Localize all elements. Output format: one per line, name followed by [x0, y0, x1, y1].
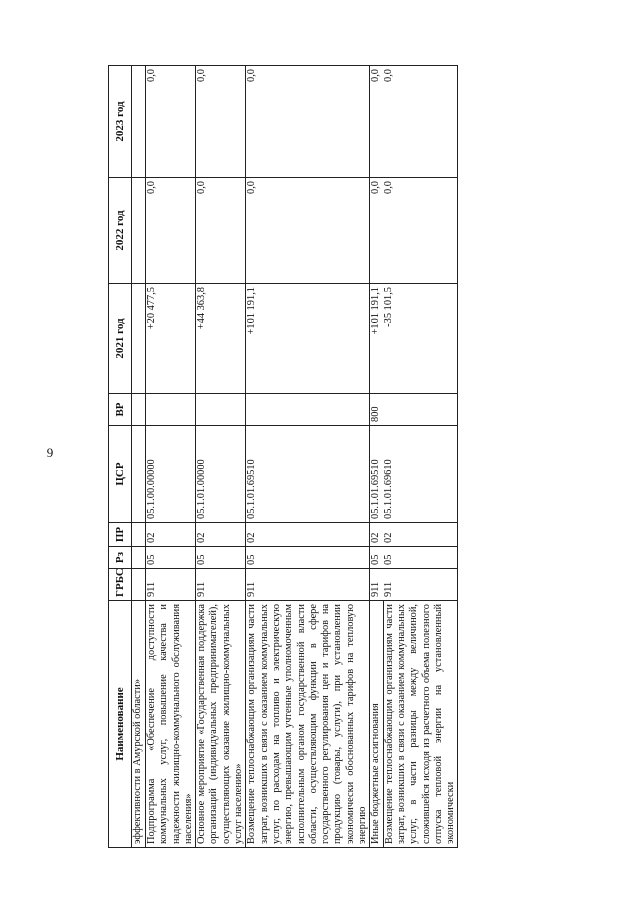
row-2022 [132, 178, 146, 284]
row-name-stack [370, 601, 458, 848]
row-2023-2: 0,0 [382, 69, 394, 82]
row-grbs: 911 [370, 581, 382, 597]
row-vr [196, 394, 246, 426]
table-row [146, 66, 196, 848]
row-2021-stack [370, 284, 458, 394]
col-header-2022: 2022 год [109, 178, 132, 284]
row-grbs-stack [370, 569, 458, 601]
row-csr [132, 426, 146, 523]
table-row [196, 66, 246, 848]
row-csr: 05.1.01.69510 [370, 459, 382, 519]
row-2021-2: -35 101,5 [382, 287, 394, 327]
row-vr [146, 394, 196, 426]
row-2022-2: 0,0 [382, 181, 394, 194]
row-rz [132, 547, 146, 569]
col-header-2021: 2021 год [109, 284, 132, 394]
row-2021: +44 363,8 [196, 284, 246, 394]
row-2021 [132, 284, 146, 394]
row-vr: 800 [370, 406, 382, 422]
row-2022-stack [370, 178, 458, 284]
budget-table-rotated [108, 66, 531, 848]
col-header-vr: ВР [109, 394, 132, 426]
row-2022: 0,0 [146, 178, 196, 284]
table-row [370, 66, 458, 848]
table-row [132, 66, 146, 848]
row-pr [132, 523, 146, 547]
row-2021: +101 191,1 [370, 287, 382, 335]
page-number: 9 [46, 445, 54, 460]
row-csr: 05.1.01.69510 [246, 426, 370, 523]
row-csr: 05.1.01.00000 [196, 426, 246, 523]
row-csr: 05.1.00.00000 [146, 426, 196, 523]
col-header-grbs: ГРБС [109, 569, 132, 601]
row-rz: 05 [196, 547, 246, 569]
row-vr-stack [370, 394, 458, 426]
row-rz-stack [370, 547, 458, 569]
row-2023-stack [370, 66, 458, 178]
row-grbs: 911 [146, 569, 196, 601]
row-name: эффективности в Амурской области» [132, 601, 146, 848]
row-vr [246, 394, 370, 426]
table-header-row [109, 66, 132, 848]
row-name-2: Возмещение теплоснабжающим организациям части затрат, возникших в связи с оказанием коммунальных услуг, в части разницы между величиной, сложившейся исходя из расчетного объема полезного отпуска тепловой энергии на установленный экономически [383, 604, 457, 844]
row-name: Подпрограмма «Обеспечение доступности коммунальных услуг, повышение качества и надежности жилищно-коммунального обслуживания населения» [146, 601, 196, 848]
row-pr: 02 [370, 532, 382, 543]
row-grbs: 911 [196, 569, 246, 601]
row-rz: 05 [370, 554, 382, 565]
row-rz: 05 [146, 547, 196, 569]
row-pr-stack [370, 523, 458, 547]
row-2023: 0,0 [246, 66, 370, 178]
col-header-csr: ЦСР [109, 426, 132, 523]
row-grbs-2: 911 [382, 581, 394, 597]
row-name: Основное мероприятие «Государственная поддержка организаций (индивидуальных предпринимателей), осуществляющих оказание жилищно-коммунальных услуг населению» [196, 601, 246, 848]
row-rz-2: 05 [382, 554, 394, 565]
row-2023: 0,0 [146, 66, 196, 178]
row-2021: +20 477,5 [146, 284, 196, 394]
row-vr [132, 394, 146, 426]
row-grbs [132, 569, 146, 601]
row-2023: 0,0 [196, 66, 246, 178]
row-2023 [132, 66, 146, 178]
row-pr: 02 [146, 523, 196, 547]
col-header-2023: 2023 год [109, 66, 132, 178]
row-name: Иные бюджетные ассигнования [370, 601, 383, 847]
row-pr: 02 [196, 523, 246, 547]
row-2023: 0,0 [370, 69, 382, 82]
row-2022: 0,0 [370, 181, 382, 194]
row-2021: +101 191,1 [246, 284, 370, 394]
row-pr-2: 02 [382, 532, 394, 543]
row-grbs: 911 [246, 569, 370, 601]
budget-table [108, 65, 458, 848]
row-name: Возмещение теплоснабжающим организациям части затрат, возникших в связи с оказанием коммунальных услуг, по расходам на топливо и электрическую энергию, превышающим учтенные уполномоченным исполнительным органом государственной власти области, осуществляющим функции в сфере государственного регулирования цен и тарифов на продукцию (товары, услуги), при установлении экономически обоснованных тарифов на тепловую энергию [246, 601, 370, 848]
row-csr-stack [370, 426, 458, 523]
row-2022: 0,0 [246, 178, 370, 284]
col-header-pr: ПР [109, 523, 132, 547]
table-row [246, 66, 370, 848]
row-pr: 02 [246, 523, 370, 547]
col-header-rz: Рз [109, 547, 132, 569]
col-header-name: Наименование [109, 601, 132, 848]
row-csr-2: 05.1.01.69610 [382, 459, 394, 519]
row-rz: 05 [246, 547, 370, 569]
row-2022: 0,0 [196, 178, 246, 284]
